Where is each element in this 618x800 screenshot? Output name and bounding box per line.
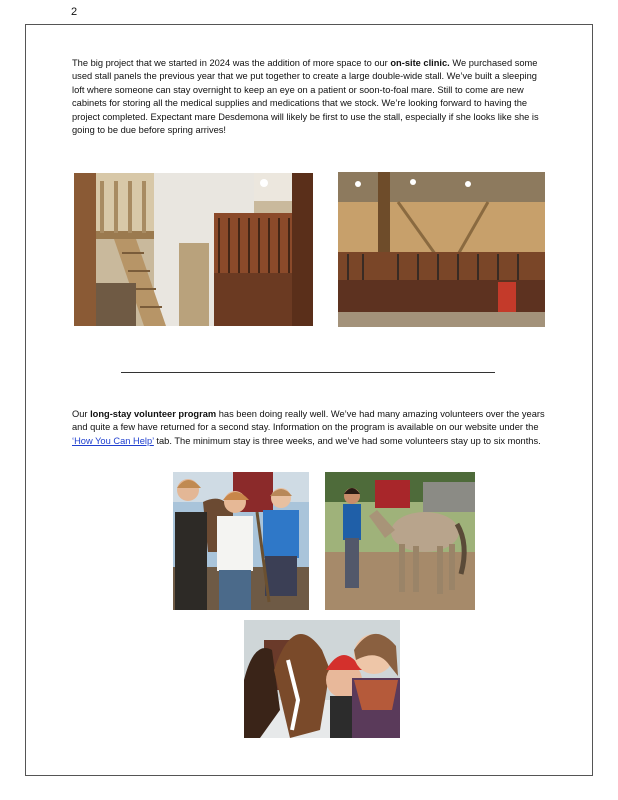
volunteer-text-end: tab. The minimum stay is three weeks, and we’ve had some volunteers stay up to six months. bbox=[153, 435, 541, 446]
clinic-text-intro: The big project that we started in 2024 was the addition of more space to our bbox=[72, 58, 391, 68]
section-divider bbox=[121, 372, 495, 373]
double-stall-photo bbox=[338, 172, 545, 327]
volunteer-text-body: has been doing really well. We’ve had many amazing volunteers over the years and quite a few have returned for a second stay. Information on the program is available on our website under the bbox=[72, 409, 545, 433]
page-number: 2 bbox=[71, 6, 78, 18]
stall-loft-photo bbox=[74, 173, 313, 326]
clinic-paragraph bbox=[72, 57, 548, 137]
volunteer-text-intro: Our bbox=[72, 409, 91, 419]
clinic-bold-term: on-site clinic. bbox=[390, 58, 450, 68]
clinic-text-body: We purchased some used stall panels the previous year that we put together to create a large double-wide stall. We’ve built a sleeping loft where someone can stay overnight to keep an eye on a patient or soon-to-foal mare. Still to come are new cabinets for storing all the medical supplies and medications that we stock. We’re looking forward to having the project completed. Expectant mare Desdemona will likely be first to use the stall, especially if she looks like she is going to be due before spring arrives! bbox=[72, 58, 539, 136]
how-you-can-help-link[interactable]: ‘How You Can Help’ bbox=[72, 435, 154, 446]
volunteer-with-horse-photo bbox=[325, 472, 475, 610]
volunteer-bold-term: long-stay volunteer program bbox=[90, 409, 217, 419]
volunteer-paragraph bbox=[72, 408, 548, 448]
selfie-with-horses-photo bbox=[244, 620, 400, 738]
volunteers-group-photo bbox=[173, 472, 309, 610]
